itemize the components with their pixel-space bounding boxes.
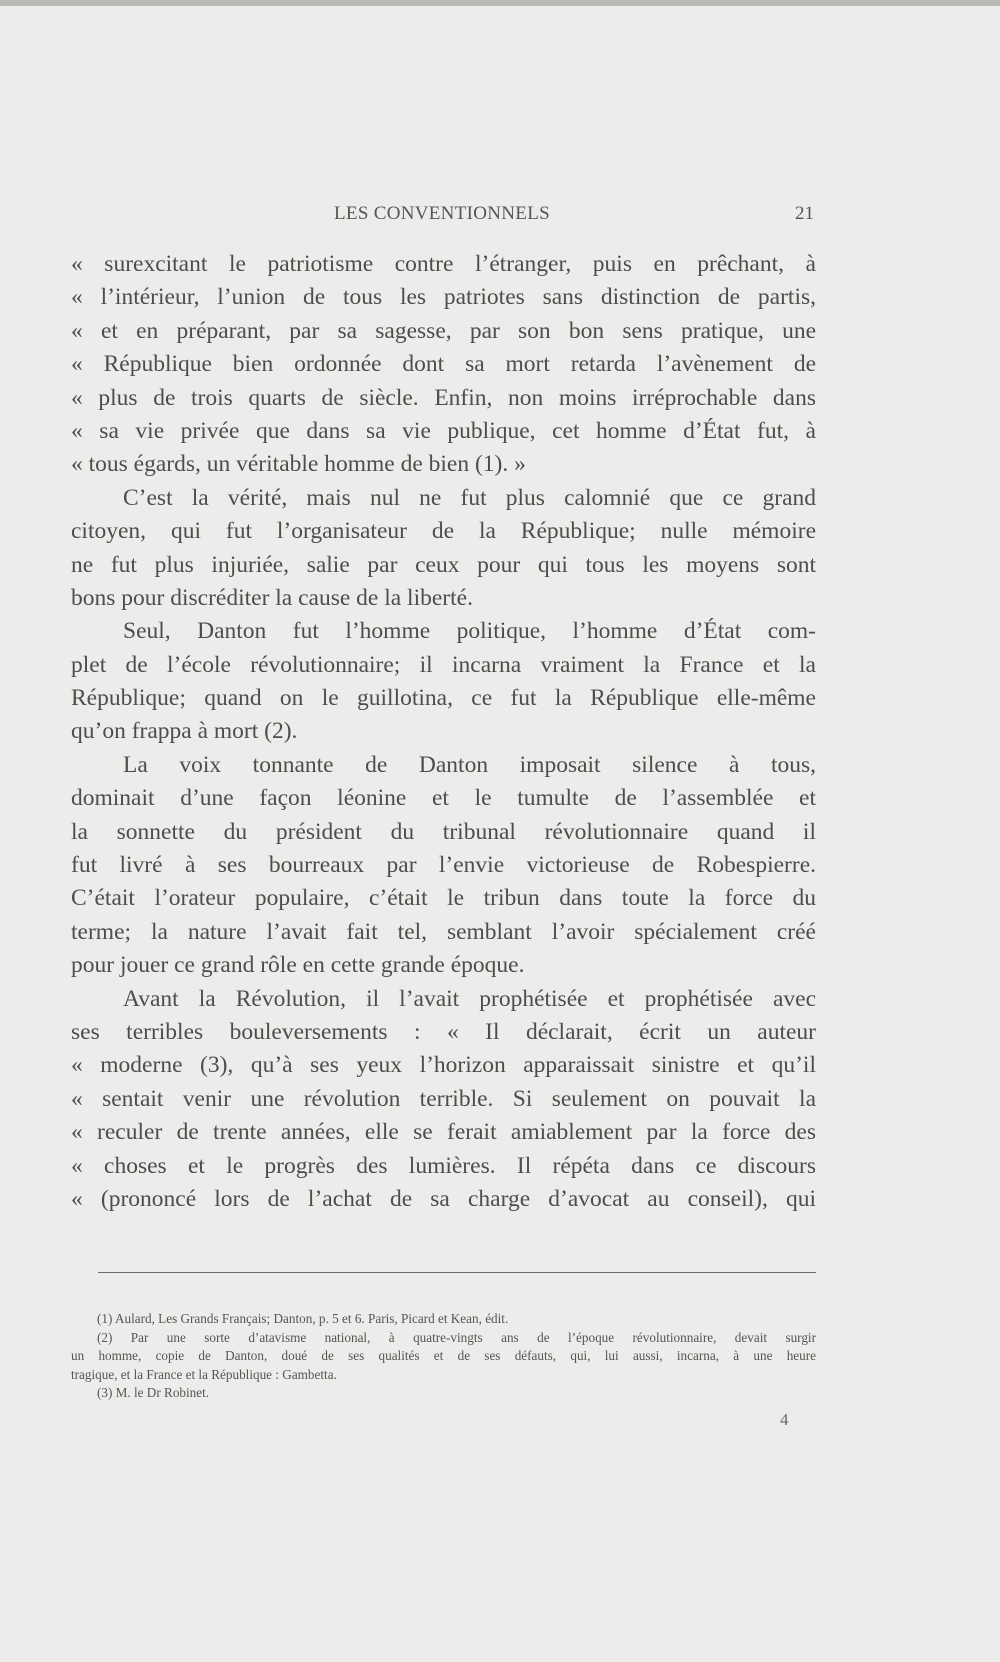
text-line: bons pour discréditer la cause de la liberté. (71, 584, 473, 611)
text-line: la sonnette du président du tribunal révolutionnaire quand il (71, 818, 816, 845)
text-line: « et en préparant, par sa sagesse, par son bon sens pratique, une (71, 317, 816, 344)
text-line: « moderne (3), qu’à ses yeux l’horizon apparaissait sinistre et qu’il (71, 1052, 816, 1079)
main-text (71, 248, 816, 1216)
text-line: « sentait venir une révolution terrible. Si seulement on pouvait la (71, 1085, 816, 1112)
footnotes (71, 1310, 816, 1403)
text-line: « tous égards, un véritable homme de bien (1). » (71, 451, 526, 478)
footnote-2: (2) Par une sorte d’atavisme national, à quatre-vingts ans de l’époque révolutionnaire, devait surgir (97, 1329, 816, 1345)
page-number: 21 (795, 203, 814, 224)
text-line: fut livré à ses bourreaux par l’envie victorieuse de Robespierre. (71, 852, 816, 879)
text-line: pour jouer ce grand rôle en cette grande époque. (71, 952, 525, 979)
text-line: « l’intérieur, l’union de tous les patriotes sans distinction de partis, (71, 284, 816, 311)
text-line: plet de l’école révolutionnaire; il incarna vraiment la France et la (71, 651, 816, 678)
text-line: « choses et le progrès des lumières. Il répéta dans ce discours (71, 1152, 816, 1179)
text-line: « plus de trois quarts de siècle. Enfin, non moins irréprochable dans (71, 384, 816, 411)
text-line: terme; la nature l’avait fait tel, semblant l’avoir spécialement créé (71, 918, 816, 945)
signature-mark: 4 (780, 1410, 789, 1429)
footnote-3: (3) M. le Dr Robinet. (97, 1385, 210, 1401)
text-line: qu’on frappa à mort (2). (71, 718, 298, 745)
text-line: C’était l’orateur populaire, c’était le tribun dans toute la force du (71, 885, 816, 912)
page-header (72, 203, 812, 231)
text-line: « (prononcé lors de l’achat de sa charge d’avocat au conseil), qui (71, 1185, 816, 1212)
text-line: La voix tonnante de Danton imposait silence à tous, (123, 751, 816, 778)
running-title: LES CONVENTIONNELS (334, 203, 550, 224)
text-line: Seul, Danton fut l’homme politique, l’homme d’État com- (123, 618, 816, 645)
text-line: « République bien ordonnée dont sa mort retarda l’avènement de (71, 351, 816, 378)
footnote-2-continued: un homme, copie de Danton, doué de ses qualités et de ses défauts, qui, lui aussi, incarna, à une heure (71, 1348, 816, 1364)
text-line: « surexcitant le patriotisme contre l’étranger, puis en prêchant, à (71, 251, 816, 277)
page-top-edge (0, 0, 1000, 6)
text-line: « reculer de trente années, elle se ferait amiablement par la force des (71, 1119, 816, 1146)
text-line: Avant la Révolution, il l’avait prophétisée et prophétisée avec (123, 985, 816, 1012)
text-line: République; quand on le guillotina, ce fut la République elle-même (71, 685, 816, 712)
text-line: « sa vie privée que dans sa vie publique, cet homme d’État fut, à (71, 417, 816, 444)
text-line: ne fut plus injuriée, salie par ceux pour qui tous les moyens sont (71, 551, 816, 578)
text-line: ses terribles bouleversements : « Il déclarait, écrit un auteur (71, 1018, 816, 1045)
footnote-1: (1) Aulard, Les Grands Français; Danton, p. 5 et 6. Paris, Picard et Kean, édit. (97, 1311, 509, 1326)
text-line: C’est la vérité, mais nul ne fut plus calomnié que ce grand (123, 484, 816, 511)
footnote-separator (98, 1272, 816, 1273)
footnote-2-end: tragique, et la France et la République : Gambetta. (71, 1366, 337, 1382)
text-line: dominait d’une façon léonine et le tumulte de l’assemblée et (71, 785, 816, 812)
text-line: citoyen, qui fut l’organisateur de la République; nulle mémoire (71, 518, 816, 545)
